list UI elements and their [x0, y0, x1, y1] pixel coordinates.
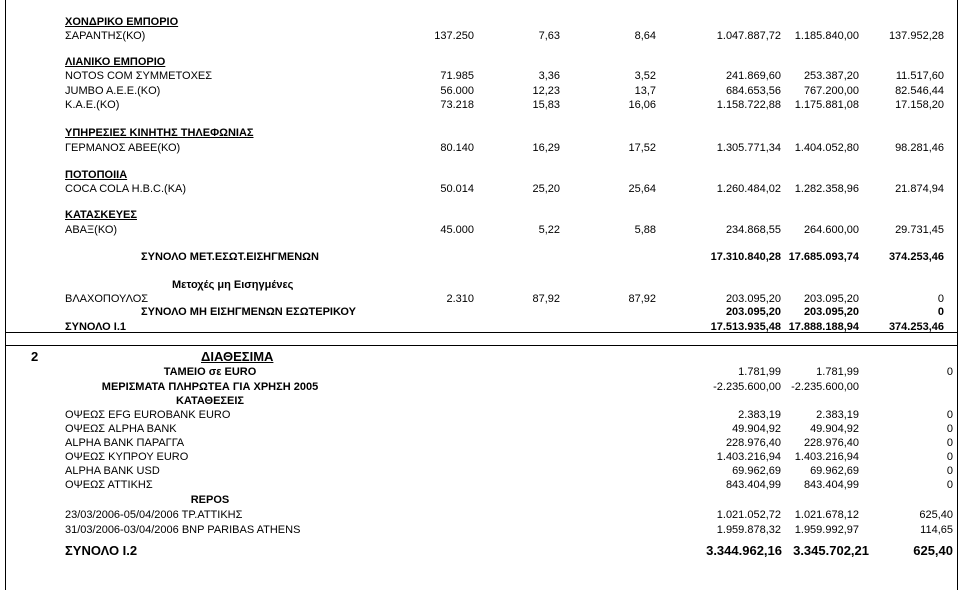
cash-book-value: 1.021.052,72 — [716, 509, 781, 521]
market-price-cell: 5,88 — [634, 224, 656, 236]
difference-cell: 17.158,20 — [895, 99, 944, 111]
total-market-value: 203.095,20 — [803, 306, 859, 318]
cash-valuation-value: 843.404,99 — [803, 479, 859, 491]
cash-book-value: -2.235.600,00 — [713, 381, 781, 393]
cash-difference: 0 — [946, 437, 953, 449]
grid-line — [5, 345, 957, 346]
row-name: JUMBO A.E.E.(KO) — [65, 85, 161, 97]
cost-value-cell: 203.095,20 — [725, 293, 781, 305]
cash-row-name: ΟΨΕΩΣ ΚΥΠΡΟΥ EURO — [65, 451, 189, 463]
cash-row-name: ΚΑΤΑΘΕΣΕΙΣ — [175, 395, 244, 407]
row-name: K.A.E.(KO) — [65, 99, 120, 111]
cost-value-cell: 1.158.722,88 — [716, 99, 781, 111]
quantity-cell: 71.985 — [440, 70, 474, 82]
cash-book-value: 2.383,19 — [738, 409, 781, 421]
difference-cell: 137.952,28 — [888, 30, 944, 42]
cash-valuation-value: 1.403.216,94 — [794, 451, 859, 463]
grid-line — [5, 0, 6, 590]
difference-cell: 82.546,44 — [895, 85, 944, 97]
cash-book-value: 69.962,69 — [732, 465, 781, 477]
market-value-cell: 1.282.358,96 — [794, 183, 859, 195]
quantity-cell: 2.310 — [446, 293, 474, 305]
section-heading: ΔΙΑΘΕΣΙΜΑ — [201, 349, 274, 364]
total-label: ΣΥΝΟΛΟ Ι.1 — [65, 321, 127, 333]
total-label: ΣΥΝΟΛΟ ΜΗ ΕΙΣΗΓΜΕΝΩΝ ΕΣΩΤΕΡΙΚΟΥ — [141, 306, 357, 318]
section-heading: ΠΟΤΟΠΟΙΙΑ — [65, 169, 128, 181]
cost-price-cell: 16,29 — [532, 142, 560, 154]
cash-row-name: REPOS — [190, 494, 230, 506]
market-price-cell: 8,64 — [634, 30, 656, 42]
row-name: ΑΒΑΞ(ΚΟ) — [65, 224, 118, 236]
market-value-cell: 767.200,00 — [803, 85, 859, 97]
row-name: ΓΕΡΜΑΝΟΣ ΑΒΕΕ(ΚΟ) — [65, 142, 181, 154]
cash-difference: 0 — [946, 451, 953, 463]
market-price-cell: 17,52 — [628, 142, 656, 154]
cash-valuation-value: 49.904,92 — [810, 423, 859, 435]
cost-value-cell: 1.047.887,72 — [716, 30, 781, 42]
quantity-cell: 50.014 — [440, 183, 474, 195]
market-price-cell: 87,92 — [628, 293, 656, 305]
cash-valuation-value: 1.021.678,12 — [794, 509, 859, 521]
cash-row-name: 23/03/2006-05/04/2006 TP.ATTIKHΣ — [65, 509, 243, 521]
market-value-cell: 203.095,20 — [803, 293, 859, 305]
total-market-value: 17.685.093,74 — [788, 251, 859, 263]
quantity-cell: 73.218 — [440, 99, 474, 111]
market-value-cell: 253.387,20 — [803, 70, 859, 82]
quantity-cell: 80.140 — [440, 142, 474, 154]
total-cost-value: 203.095,20 — [725, 306, 781, 318]
cash-row-name: ΟΨΕΩΣ ΑΤΤΙΚΗΣ — [65, 479, 153, 491]
market-price-cell: 3,52 — [634, 70, 656, 82]
cash-difference: 114,65 — [920, 524, 953, 536]
market-value-cell: 264.600,00 — [803, 224, 859, 236]
row-name: NOTOS COM ΣΥΜΜΕΤΟΧΕΣ — [65, 70, 213, 82]
total-difference: 374.253,46 — [888, 321, 944, 333]
total-cost-value: 3.344.962,16 — [706, 543, 782, 558]
cash-valuation-value: 2.383,19 — [816, 409, 859, 421]
cost-value-cell: 241.869,60 — [725, 70, 781, 82]
total-label: ΣΥΝΟΛΟ Ι.2 — [65, 543, 138, 558]
cash-valuation-value: 69.962,69 — [810, 465, 859, 477]
cash-book-value: 1.403.216,94 — [716, 451, 781, 463]
cash-difference: 0 — [946, 479, 953, 491]
total-cost-value: 17.310.840,28 — [710, 251, 781, 263]
section-heading: ΚΑΤΑΣΚΕΥΕΣ — [65, 209, 137, 221]
quantity-cell: 56.000 — [440, 85, 474, 97]
total-label: ΣΥΝΟΛΟ ΜΕΤ.ΕΣΩΤ.ΕΙΣΗΓΜΕΝΩΝ — [141, 251, 319, 263]
cost-price-cell: 5,22 — [538, 224, 560, 236]
market-price-cell: 13,7 — [634, 85, 656, 97]
section-heading: ΧΟΝΔΡΙΚΟ ΕΜΠΟΡΙΟ — [65, 16, 179, 28]
cash-row-name: ALPHA BANK USD — [65, 465, 160, 477]
cash-book-value: 843.404,99 — [725, 479, 781, 491]
cash-row-name: ΤΑΜΕΙΟ σε EURO — [163, 366, 257, 378]
cash-book-value: 49.904,92 — [732, 423, 781, 435]
grid-line — [957, 0, 958, 590]
market-value-cell: 1.185.840,00 — [794, 30, 859, 42]
cash-difference: 0 — [946, 465, 953, 477]
section-number: 2 — [31, 349, 39, 364]
cash-row-name: ΟΨΕΩΣ ALPHA BANK — [65, 423, 177, 435]
cost-price-cell: 3,36 — [538, 70, 560, 82]
cash-row-name: ALPHA BANK ΠΑΡΑΓΓΑ — [65, 437, 185, 449]
cash-book-value: 1.959.878,32 — [716, 524, 781, 536]
total-cost-value: 17.513.935,48 — [710, 321, 781, 333]
cost-price-cell: 15,83 — [532, 99, 560, 111]
cost-value-cell: 1.260.484,02 — [716, 183, 781, 195]
market-value-cell: 1.175.881,08 — [794, 99, 859, 111]
total-difference: 374.253,46 — [888, 251, 944, 263]
total-market-value: 17.888.188,94 — [788, 321, 859, 333]
market-price-cell: 25,64 — [628, 183, 656, 195]
difference-cell: 11.517,60 — [895, 70, 944, 82]
difference-cell: 0 — [937, 293, 944, 305]
cash-book-value: 1.781,99 — [738, 366, 781, 378]
quantity-cell: 45.000 — [440, 224, 474, 236]
row-name: ΣΑΡΑΝΤΗΣ(ΚΟ) — [65, 30, 146, 42]
cost-price-cell: 12,23 — [532, 85, 560, 97]
cash-valuation-value: 1.959.992,97 — [794, 524, 859, 536]
cash-row-name: ΟΨΕΩΣ EFG EUROBANK EURO — [65, 409, 231, 421]
market-price-cell: 16,06 — [628, 99, 656, 111]
cost-value-cell: 234.868,55 — [725, 224, 781, 236]
difference-cell: 29.731,45 — [895, 224, 944, 236]
row-name: ΒΛΑΧΟΠΟΥΛΟΣ — [65, 293, 149, 305]
cash-row-name: 31/03/2006-03/04/2006 BNP PARIBAS ATHENS — [65, 524, 301, 536]
cash-difference: 0 — [946, 409, 953, 421]
cost-value-cell: 1.305.771,34 — [716, 142, 781, 154]
difference-cell: 21.874,94 — [895, 183, 944, 195]
cost-price-cell: 7,63 — [538, 30, 560, 42]
total-market-value: 3.345.702,21 — [793, 543, 869, 558]
cash-book-value: 228.976,40 — [725, 437, 781, 449]
cash-difference: 0 — [946, 423, 953, 435]
cash-difference: 0 — [946, 366, 953, 378]
cost-value-cell: 684.653,56 — [725, 85, 781, 97]
difference-cell: 98.281,46 — [895, 142, 944, 154]
row-name: COCA COLA H.B.C.(KA) — [65, 183, 187, 195]
total-difference: 0 — [937, 306, 944, 318]
section-heading: Μετοχές μη Εισηγμένες — [172, 279, 294, 291]
quantity-cell: 137.250 — [434, 30, 474, 42]
total-difference: 625,40 — [913, 543, 953, 558]
cash-difference: 625,40 — [919, 509, 953, 521]
cost-price-cell: 87,92 — [532, 293, 560, 305]
cost-price-cell: 25,20 — [532, 183, 560, 195]
market-value-cell: 1.404.052,80 — [794, 142, 859, 154]
section-heading: ΛΙΑΝΙΚΟ ΕΜΠΟΡΙΟ — [65, 56, 166, 68]
cash-row-name: ΜΕΡΙΣΜΑΤΑ ΠΛΗΡΩΤΕΑ ΓΙΑ ΧΡΗΣΗ 2005 — [101, 381, 319, 393]
cash-valuation-value: 1.781,99 — [816, 366, 859, 378]
section-heading: ΥΠΗΡΕΣΙΕΣ ΚΙΝΗΤΗΣ ΤΗΛΕΦΩΝΙΑΣ — [65, 127, 254, 139]
cash-valuation-value: 228.976,40 — [803, 437, 859, 449]
cash-valuation-value: -2.235.600,00 — [791, 381, 859, 393]
